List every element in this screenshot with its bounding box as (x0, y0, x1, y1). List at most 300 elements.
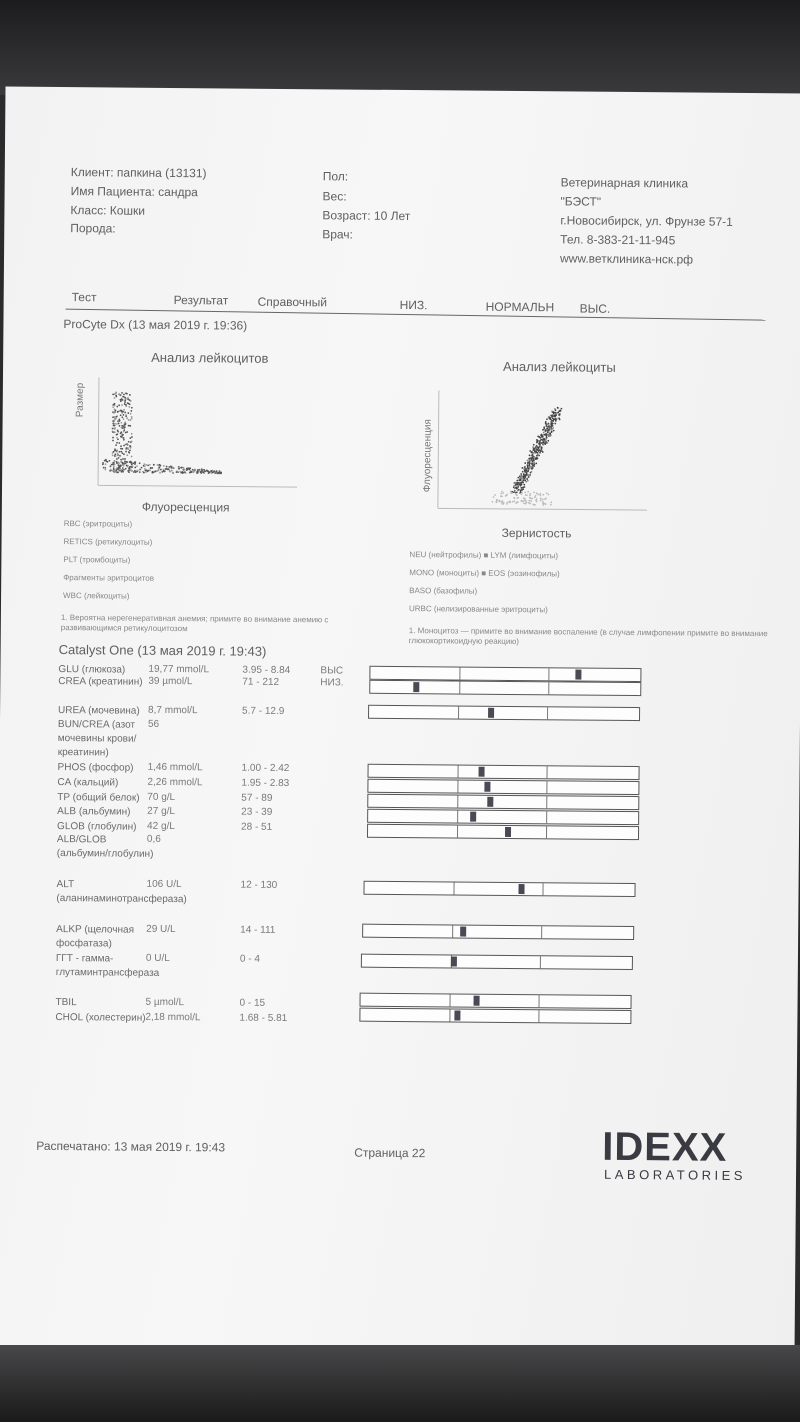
scatter-point (115, 455, 117, 457)
scatter-point (552, 420, 554, 422)
scatter-point (121, 416, 123, 418)
scatter-point (120, 422, 122, 424)
scatter-point (124, 403, 126, 405)
scatter-point (113, 403, 115, 405)
scatter-point (541, 448, 543, 450)
test-value: 19,77 mmol/L (148, 663, 210, 676)
scatter-point (120, 410, 122, 412)
scatter-point (119, 465, 121, 467)
scatter-point (115, 444, 117, 446)
scatter-point (521, 492, 523, 494)
scatter-point (126, 447, 128, 449)
scatter-point (527, 465, 529, 467)
scatter-point (112, 406, 114, 408)
scatter-point (124, 421, 126, 423)
scatter-point (132, 462, 134, 464)
scatter-point (122, 467, 124, 469)
col-normal: НОРМАЛЬН (485, 299, 555, 315)
test-name: UREA (мочевина) (58, 705, 140, 717)
scatter-point (124, 397, 126, 399)
scatter-point (534, 463, 536, 465)
scatter-point (104, 467, 106, 469)
scatter-point (529, 495, 531, 497)
scatter-point (492, 501, 494, 503)
scatter-point (180, 467, 182, 469)
range-divider (449, 1009, 450, 1021)
scatter-point (192, 469, 194, 471)
scatter-point (532, 446, 534, 448)
scatter-point (134, 467, 136, 469)
scatter-point (123, 437, 125, 439)
range-divider (459, 682, 460, 694)
scatter-point (542, 498, 544, 500)
scatter-point (550, 428, 552, 430)
test-name: TP (общий белок) (57, 792, 140, 804)
scatter-point (536, 492, 538, 494)
scatter-point (114, 418, 116, 420)
scatter-point (210, 472, 212, 474)
test-name: GLOB (глобулин) (57, 821, 137, 833)
scatter-point (546, 437, 548, 439)
scatter-point (547, 440, 549, 442)
scatter-point (126, 417, 128, 419)
col-low: НИЗ. (399, 297, 428, 313)
scatter-point (131, 433, 133, 435)
scatter-point (558, 417, 560, 419)
scatter-point (551, 410, 553, 412)
scatter-point (197, 471, 199, 473)
test-name: CA (кальций) (57, 777, 119, 789)
scatter-point (129, 466, 131, 468)
scatter-point (509, 501, 511, 503)
scatter-point (551, 423, 553, 425)
age: Возраст: 10 Лет (322, 208, 411, 224)
scatter-point (525, 470, 527, 472)
scatter-point (169, 471, 171, 473)
range-bar (367, 824, 639, 840)
scatter-point (104, 460, 106, 462)
scatter-point (524, 480, 526, 482)
scatter-point (539, 493, 541, 495)
scatter-point (532, 467, 534, 469)
scatter-point (530, 460, 532, 462)
scatter-point (117, 438, 119, 440)
result-marker (413, 682, 419, 692)
scatter-point (556, 418, 558, 420)
scatter-point (535, 451, 537, 453)
scatter-point (113, 412, 115, 414)
scatter-point (536, 498, 538, 500)
scatter-point (524, 491, 526, 493)
scatter-point (217, 472, 219, 474)
scatter-point (548, 494, 550, 496)
scatter-point (512, 501, 514, 503)
range-divider (546, 796, 547, 808)
scatter-point (119, 451, 121, 453)
test-reference-range: 14 - 111 (240, 924, 276, 936)
scatter-point (541, 442, 543, 444)
scatter-point (156, 464, 158, 466)
range-divider (457, 781, 458, 793)
scatter-point (503, 502, 505, 504)
scatter-point (125, 415, 127, 417)
scatter-point (543, 428, 545, 430)
result-marker (460, 927, 466, 937)
scatter-point (120, 414, 122, 416)
scatter-point (194, 469, 196, 471)
scatter-point (151, 472, 153, 474)
test-value: 2,18 mmol/L (145, 1011, 201, 1024)
scatter-point (515, 487, 517, 489)
scatter-point (517, 477, 519, 479)
plot2-note: 1. Моноцитоз — примите во внимание воспаление (в случае лимфопении примите во внимание глюкокортикоидную реакцию) (408, 626, 768, 647)
scatter-point (525, 478, 527, 480)
scatter-point (542, 501, 544, 503)
test-name: CREA (креатинин) (58, 676, 143, 688)
scatter-point (114, 425, 116, 427)
scatter-point (124, 401, 126, 403)
scatter-point (123, 429, 125, 431)
scatter-point (203, 469, 205, 471)
scatter-point (514, 500, 516, 502)
plot1-xlabel: Флуоресценция (141, 499, 230, 515)
scatter-point (543, 434, 545, 436)
test-name: ALKP (щелочная фосфатаза) (55, 924, 135, 950)
scatter-point (540, 446, 542, 448)
scatter-point (510, 492, 512, 494)
scatter-point (493, 496, 495, 498)
scatter-point (112, 423, 114, 425)
scatter-point (557, 407, 559, 409)
test-name: TBIL (55, 997, 77, 1009)
scatter-point (183, 468, 185, 470)
scatter-point (545, 498, 547, 500)
range-bar (367, 809, 639, 825)
col-high: ВЫС. (579, 301, 611, 316)
scatter-point (208, 472, 210, 474)
scatter-point (527, 462, 529, 464)
test-value: 0,6 (146, 833, 161, 845)
scatter-point (516, 482, 518, 484)
range-divider (459, 668, 460, 680)
test-value: 29 U/L (146, 923, 176, 936)
scatter-point (124, 423, 126, 425)
scatter-point (145, 471, 147, 473)
test-value: 27 g/L (147, 805, 176, 818)
scatter-point (519, 479, 521, 481)
scatter-point (546, 418, 548, 420)
scatter-point (119, 399, 121, 401)
result-marker (484, 782, 490, 792)
scatter-point (540, 499, 542, 501)
scatter-point (181, 471, 183, 473)
range-divider (457, 811, 458, 823)
legend-item: MONO (моноциты) ■ EOS (эозинофилы) (409, 568, 560, 579)
scatter-point (500, 495, 502, 497)
scatter-point (555, 420, 557, 422)
scatter-point (119, 455, 121, 457)
scatter-point (153, 464, 155, 466)
scatter-point (545, 423, 547, 425)
range-divider (458, 707, 459, 719)
scatter-point (203, 471, 205, 473)
scatter-point (132, 465, 134, 467)
range-bar (359, 1008, 631, 1024)
catalyst-title: Catalyst One (13 мая 2019 г. 19:43) (58, 642, 267, 659)
scatter-point (144, 465, 146, 467)
scatter-point (128, 452, 130, 454)
range-divider (543, 883, 544, 895)
scatter-point (533, 465, 535, 467)
clinic-phone: Тел. 8-383-21-11-945 (560, 232, 676, 248)
scatter-point (128, 441, 130, 443)
scatter-point (539, 437, 541, 439)
scatter-point (143, 463, 145, 465)
scatter-point (168, 466, 170, 468)
range-divider (547, 781, 548, 793)
test-value: 1,46 mmol/L (147, 761, 203, 774)
scatter-point (112, 393, 114, 395)
scatter-point (546, 434, 548, 436)
scatter-point (536, 457, 538, 459)
scatter-point (120, 445, 122, 447)
scatter-point (136, 465, 138, 467)
result-marker (479, 767, 485, 777)
scatter-point (527, 480, 529, 482)
scatter-point (179, 471, 181, 473)
scatter-point (515, 494, 517, 496)
scatter-point (137, 470, 139, 472)
scatter-point (179, 466, 181, 468)
scatter-point (544, 441, 546, 443)
scatter-point (149, 469, 151, 471)
scatter-point (513, 482, 515, 484)
scatter-point (172, 472, 174, 474)
test-reference-range: 12 - 130 (240, 879, 278, 891)
scatter-point (166, 466, 168, 468)
clinic-name: Ветеринарная клиника (560, 175, 689, 191)
plot2-title: Анализ лейкоциты (503, 358, 616, 375)
scatter-point (537, 435, 539, 437)
scatter-point (200, 471, 202, 473)
scatter-point (513, 491, 515, 493)
scatter-point (104, 469, 106, 471)
scatter-point (542, 451, 544, 453)
scatter-point (534, 448, 536, 450)
scatter-point (110, 469, 112, 471)
scatter-point (139, 462, 141, 464)
scatter-point (521, 489, 523, 491)
scatter-point (121, 404, 123, 406)
scatter-point (131, 407, 133, 409)
scatter-point (533, 491, 535, 493)
scatter-point (131, 463, 133, 465)
scatter-point (558, 414, 560, 416)
scatter-point (536, 445, 538, 447)
range-bar (360, 993, 632, 1009)
test-reference-range: 71 - 212 (242, 676, 280, 688)
scatter-point (126, 443, 128, 445)
test-reference-range: 3.95 - 8.84 (242, 664, 291, 677)
scatter-point (531, 458, 533, 460)
test-value: 56 (147, 718, 160, 730)
scatter-point (522, 482, 524, 484)
test-reference-range: 57 - 89 (241, 792, 273, 804)
scatter-point (550, 435, 552, 437)
range-divider (547, 766, 548, 778)
scatter-point (533, 462, 535, 464)
range-bar (368, 705, 640, 721)
scatter-point (521, 480, 523, 482)
scatter-point (185, 472, 187, 474)
scatter-point (111, 470, 113, 472)
col-reference: Справочный (257, 294, 328, 310)
scatter-point (537, 494, 539, 496)
scatter-point (533, 444, 535, 446)
scatter-point (546, 492, 548, 494)
scatter-point (116, 433, 118, 435)
scatter-point (139, 471, 141, 473)
scatter-point (123, 445, 125, 447)
scatter-point (122, 399, 124, 401)
scatter-point (113, 427, 115, 429)
scatter-point (533, 452, 535, 454)
scatter-point (129, 469, 131, 471)
scatter-point (114, 397, 116, 399)
legend-item: Фрагменты эритроцитов (63, 573, 155, 583)
procyte-title: ProCyte Dx (13 мая 2019 г. 19:36) (63, 317, 248, 333)
scatter-point (543, 443, 545, 445)
scatter-point (119, 425, 121, 427)
report-page (0, 87, 800, 1356)
scatter-point (118, 462, 120, 464)
scatter-point (172, 467, 174, 469)
scatter-point (134, 461, 136, 463)
scatter-point (548, 416, 550, 418)
scatter-point (526, 473, 528, 475)
scatter-point (116, 471, 118, 473)
range-divider (452, 925, 453, 937)
scatter-point (114, 448, 116, 450)
range-bar (367, 794, 639, 810)
scatter-point (121, 433, 123, 435)
scatter-point (113, 431, 115, 433)
scatter-point (126, 393, 128, 395)
scatter-point (529, 454, 531, 456)
range-divider (539, 1010, 540, 1022)
wbc-scatter-plot-1 (92, 377, 303, 499)
scatter-point (115, 395, 117, 397)
scatter-point (118, 404, 120, 406)
scatter-point (496, 499, 498, 501)
scatter-point (495, 501, 497, 503)
range-divider (457, 826, 458, 838)
scatter-point (122, 452, 124, 454)
scatter-point (126, 465, 128, 467)
scatter-point (529, 458, 531, 460)
scatter-point (536, 449, 538, 451)
scatter-point (120, 451, 122, 453)
scatter-point (159, 472, 161, 474)
scatter-point (144, 468, 146, 470)
legend-item: NEU (нейтрофилы) ■ LYM (лимфоциты) (409, 550, 559, 561)
scatter-point (118, 418, 120, 420)
test-name: ALB (альбумин) (57, 806, 131, 818)
scatter-point (546, 428, 548, 430)
scatter-point (535, 463, 537, 465)
scatter-point (552, 415, 554, 417)
scatter-point (552, 427, 554, 429)
scatter-point (549, 417, 551, 419)
scatter-point (520, 473, 522, 475)
scatter-point (134, 463, 136, 465)
scatter-point (545, 430, 547, 432)
test-value: 106 U/L (146, 878, 182, 891)
scatter-point (530, 500, 532, 502)
scatter-point (516, 497, 518, 499)
scatter-point (545, 503, 547, 505)
scatter-point (177, 471, 179, 473)
scatter-point (532, 460, 534, 462)
scatter-point (116, 461, 118, 463)
result-marker (455, 1010, 461, 1020)
scatter-point (112, 416, 114, 418)
scatter-point (117, 453, 119, 455)
scatter-point (141, 467, 143, 469)
scatter-point (161, 471, 163, 473)
scatter-point (523, 484, 525, 486)
scatter-point (548, 426, 550, 428)
scatter-point (527, 491, 529, 493)
scatter-point (124, 426, 126, 428)
scatter-point (165, 468, 167, 470)
scatter-point (113, 420, 115, 422)
legend-item: RETICS (ретикулоциты) (63, 537, 153, 547)
scatter-point (129, 419, 131, 421)
scatter-point (118, 457, 120, 459)
doctor: Врач: (322, 227, 353, 242)
scatter-point (522, 471, 524, 473)
scatter-point (125, 468, 127, 470)
plot1-ylabel: Размер (74, 382, 86, 418)
legend-item: WBC (лейкоциты) (63, 591, 130, 601)
scatter-point (557, 412, 559, 414)
range-bar (363, 881, 635, 897)
idexx-logo: IDEXX (602, 1124, 728, 1170)
scatter-point (528, 476, 530, 478)
legend-item: RBC (эритроциты) (63, 519, 133, 529)
range-divider (450, 994, 451, 1006)
scatter-point (149, 464, 151, 466)
range-bar (362, 924, 634, 940)
scatter-point (515, 502, 517, 504)
scatter-point (139, 469, 141, 471)
scatter-point (124, 462, 126, 464)
scatter-point (543, 439, 545, 441)
scatter-point (120, 448, 122, 450)
test-reference-range: 1.68 - 5.81 (239, 1012, 288, 1025)
scatter-point (123, 439, 125, 441)
scatter-point (529, 450, 531, 452)
scatter-point (126, 454, 128, 456)
scatter-point (143, 472, 145, 474)
test-name: ALB/GLOB (альбумин/глобулин) (56, 834, 154, 860)
scatter-point (201, 470, 203, 472)
test-name: PHOS (фосфор) (57, 762, 134, 774)
range-divider (457, 796, 458, 808)
test-value: 42 g/L (147, 820, 175, 833)
scatter-point (529, 462, 531, 464)
